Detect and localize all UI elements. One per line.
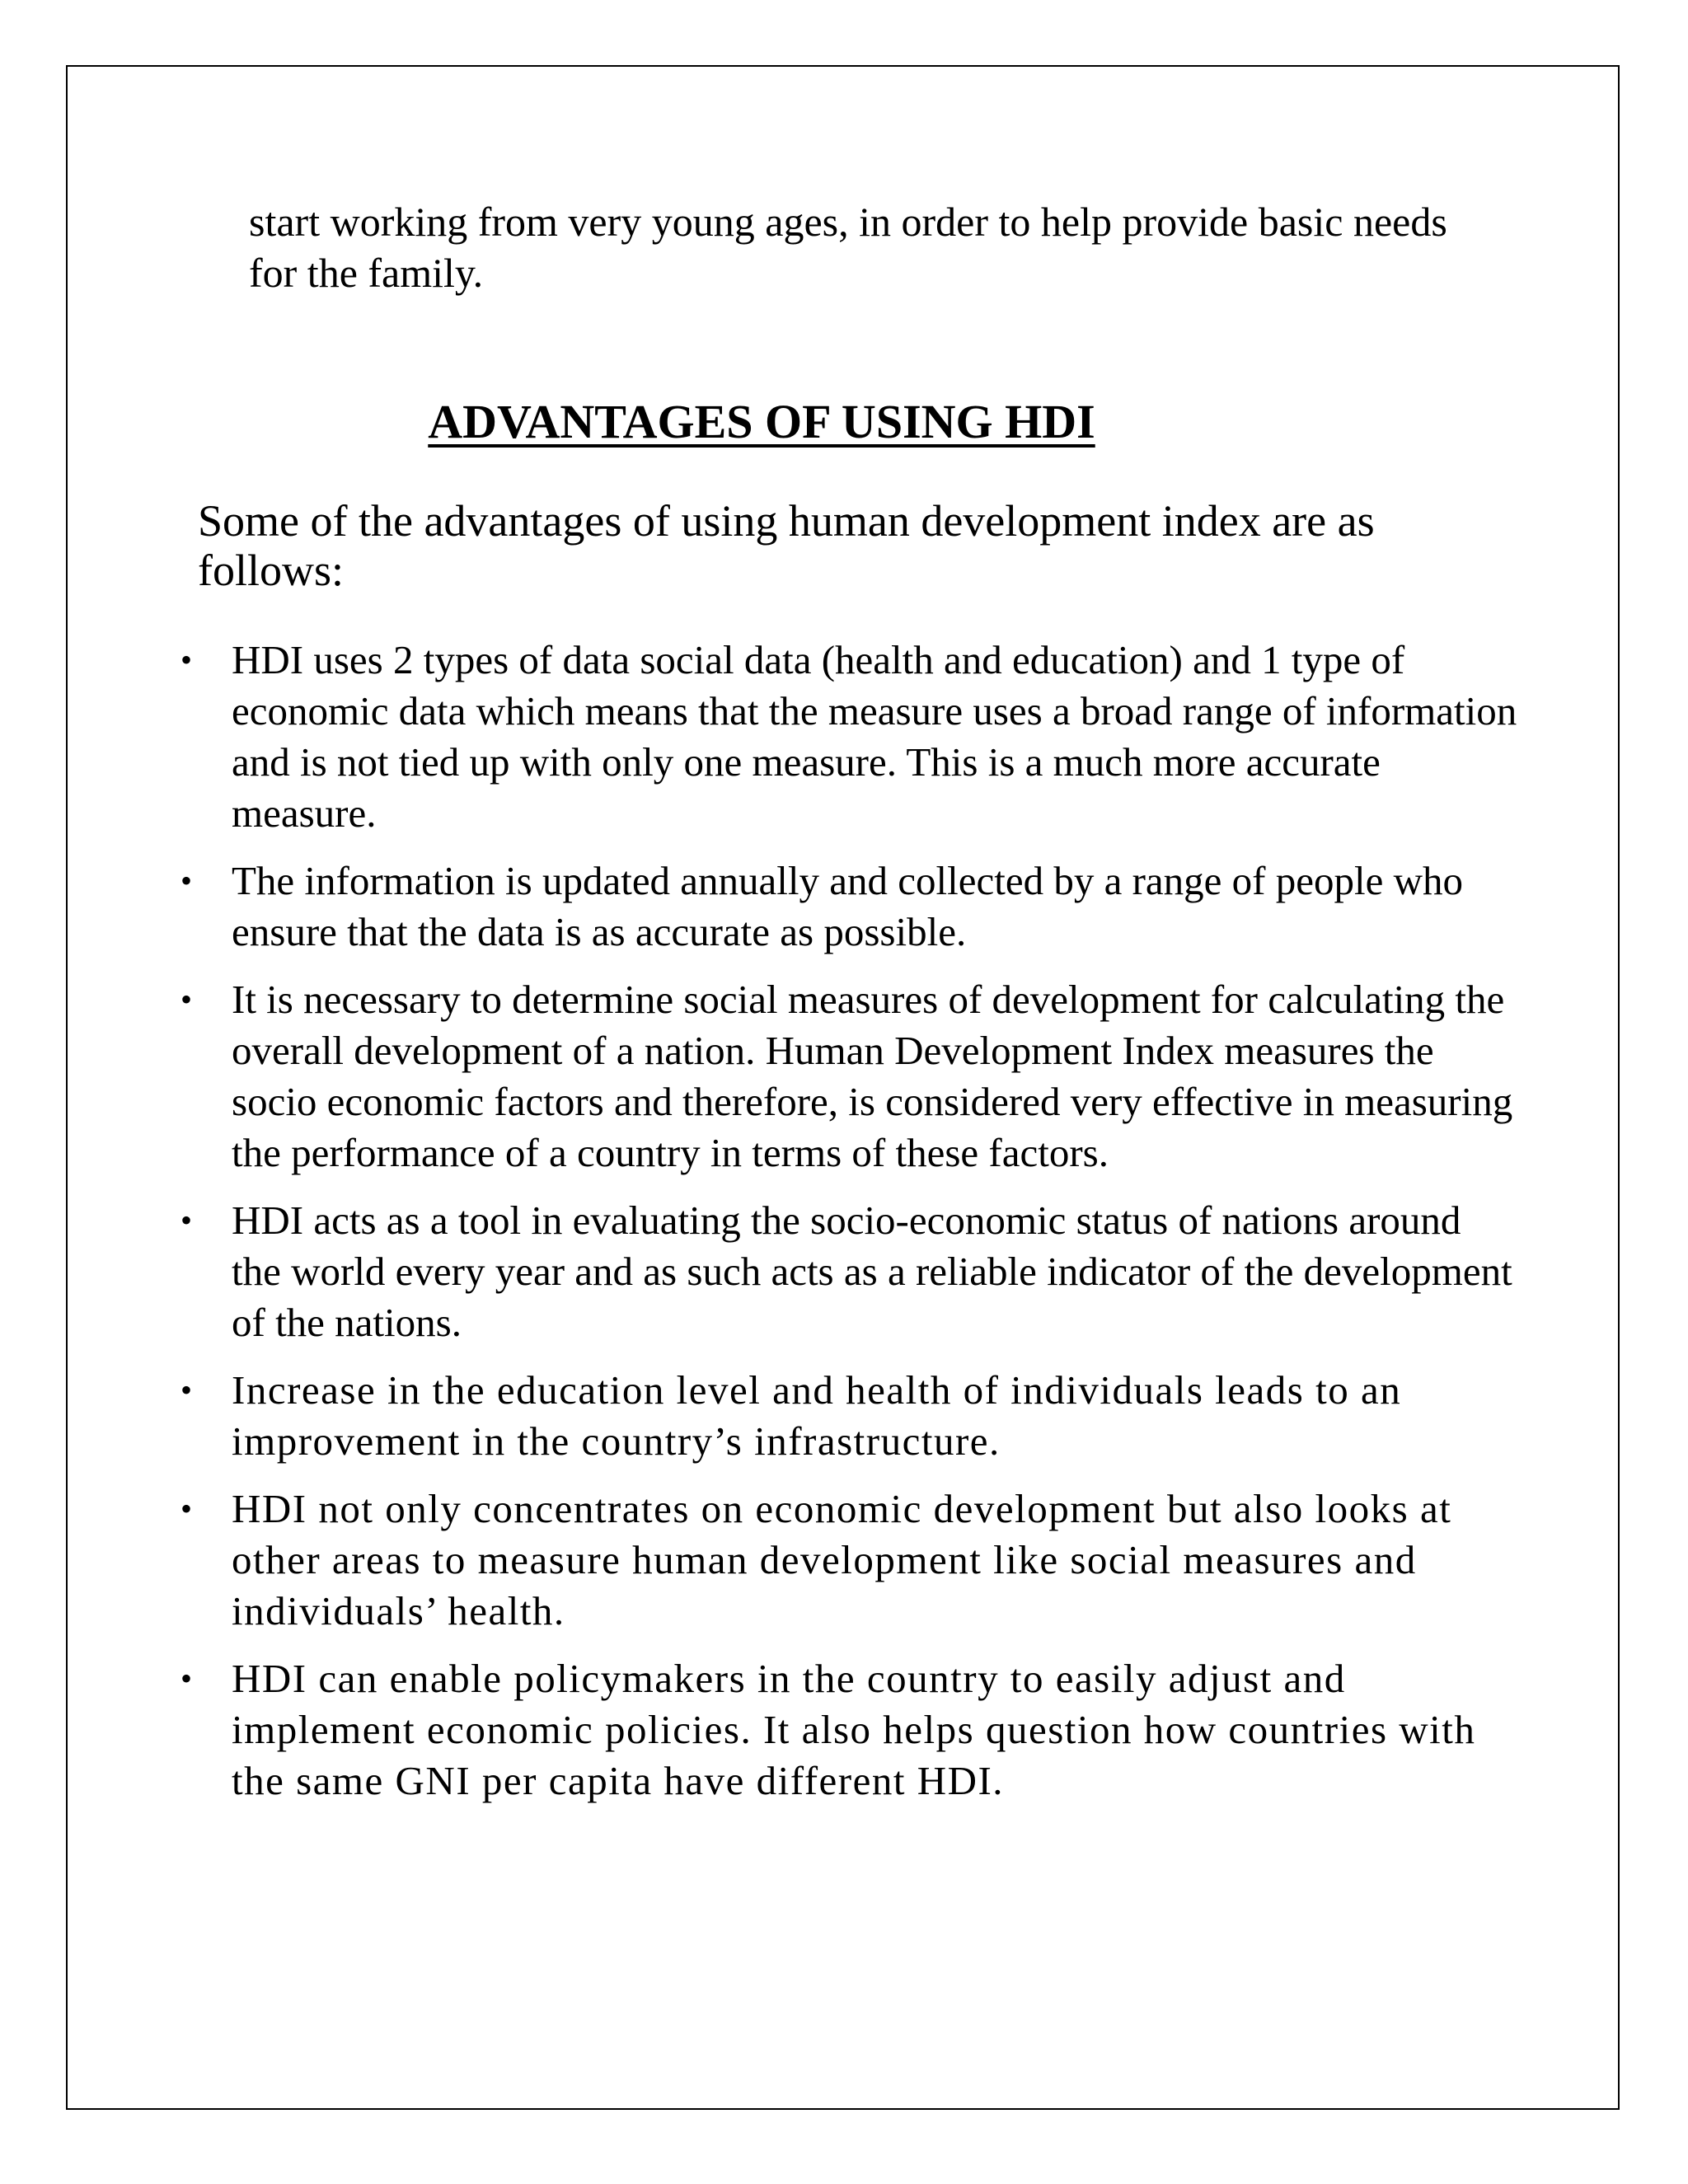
section-heading-text: ADVANTAGES OF USING HDI (428, 395, 1095, 448)
list-item (0, 1365, 1517, 1467)
list-item-text: HDI not only concentrates on economic development but also looks at other areas to measure human development like social measures and individuals’ health. (232, 1486, 1452, 1633)
list-item (0, 855, 1517, 958)
bullet-icon: • (181, 1202, 193, 1239)
section-heading (0, 394, 1688, 449)
bullet-icon: • (181, 862, 193, 899)
bullet-icon: • (181, 1660, 194, 1697)
list-item (0, 1653, 1517, 1807)
list-item-text: HDI uses 2 types of data social data (health and education) and 1 type of economic data which means that the measure uses a broad range of information and is not tied up with only one measure. This is a much more accurate measure. (232, 637, 1517, 836)
list-item (0, 1483, 1517, 1637)
list-item (0, 635, 1517, 839)
list-item-text: It is necessary to determine social measures of development for calculating the overall development of a nation. Human Development Index measures the socio economic factors and therefore, is considered very effective in measuring the performance of a country in terms of these factors. (232, 977, 1513, 1175)
bullet-icon: • (181, 641, 193, 678)
continuation-paragraph: start working from very young ages, in order to help provide basic needs for the family. (249, 199, 1447, 296)
bullet-icon: • (181, 981, 193, 1018)
list-item-text: Increase in the education level and health of individuals leads to an improvement in the country’s infrastructure. (232, 1367, 1402, 1464)
bullet-icon: • (181, 1371, 194, 1408)
advantages-list (0, 635, 1688, 1823)
list-item-text: HDI acts as a tool in evaluating the socio-economic status of nations around the world every year and as such acts as a reliable indicator of the development of the nations. (232, 1197, 1512, 1345)
bullet-icon: • (181, 1490, 194, 1527)
list-item-text: The information is updated annually and collected by a range of people who ensure that the data is as accurate as possible. (232, 858, 1463, 954)
list-item (0, 974, 1517, 1179)
intro-paragraph: Some of the advantages of using human development index are as follows: (198, 496, 1375, 595)
list-item (0, 1195, 1517, 1348)
list-item-text: HDI can enable policymakers in the country to easily adjust and implement economic policies. It also helps question how countries with the same GNI per capita have different HDI. (232, 1656, 1476, 1803)
